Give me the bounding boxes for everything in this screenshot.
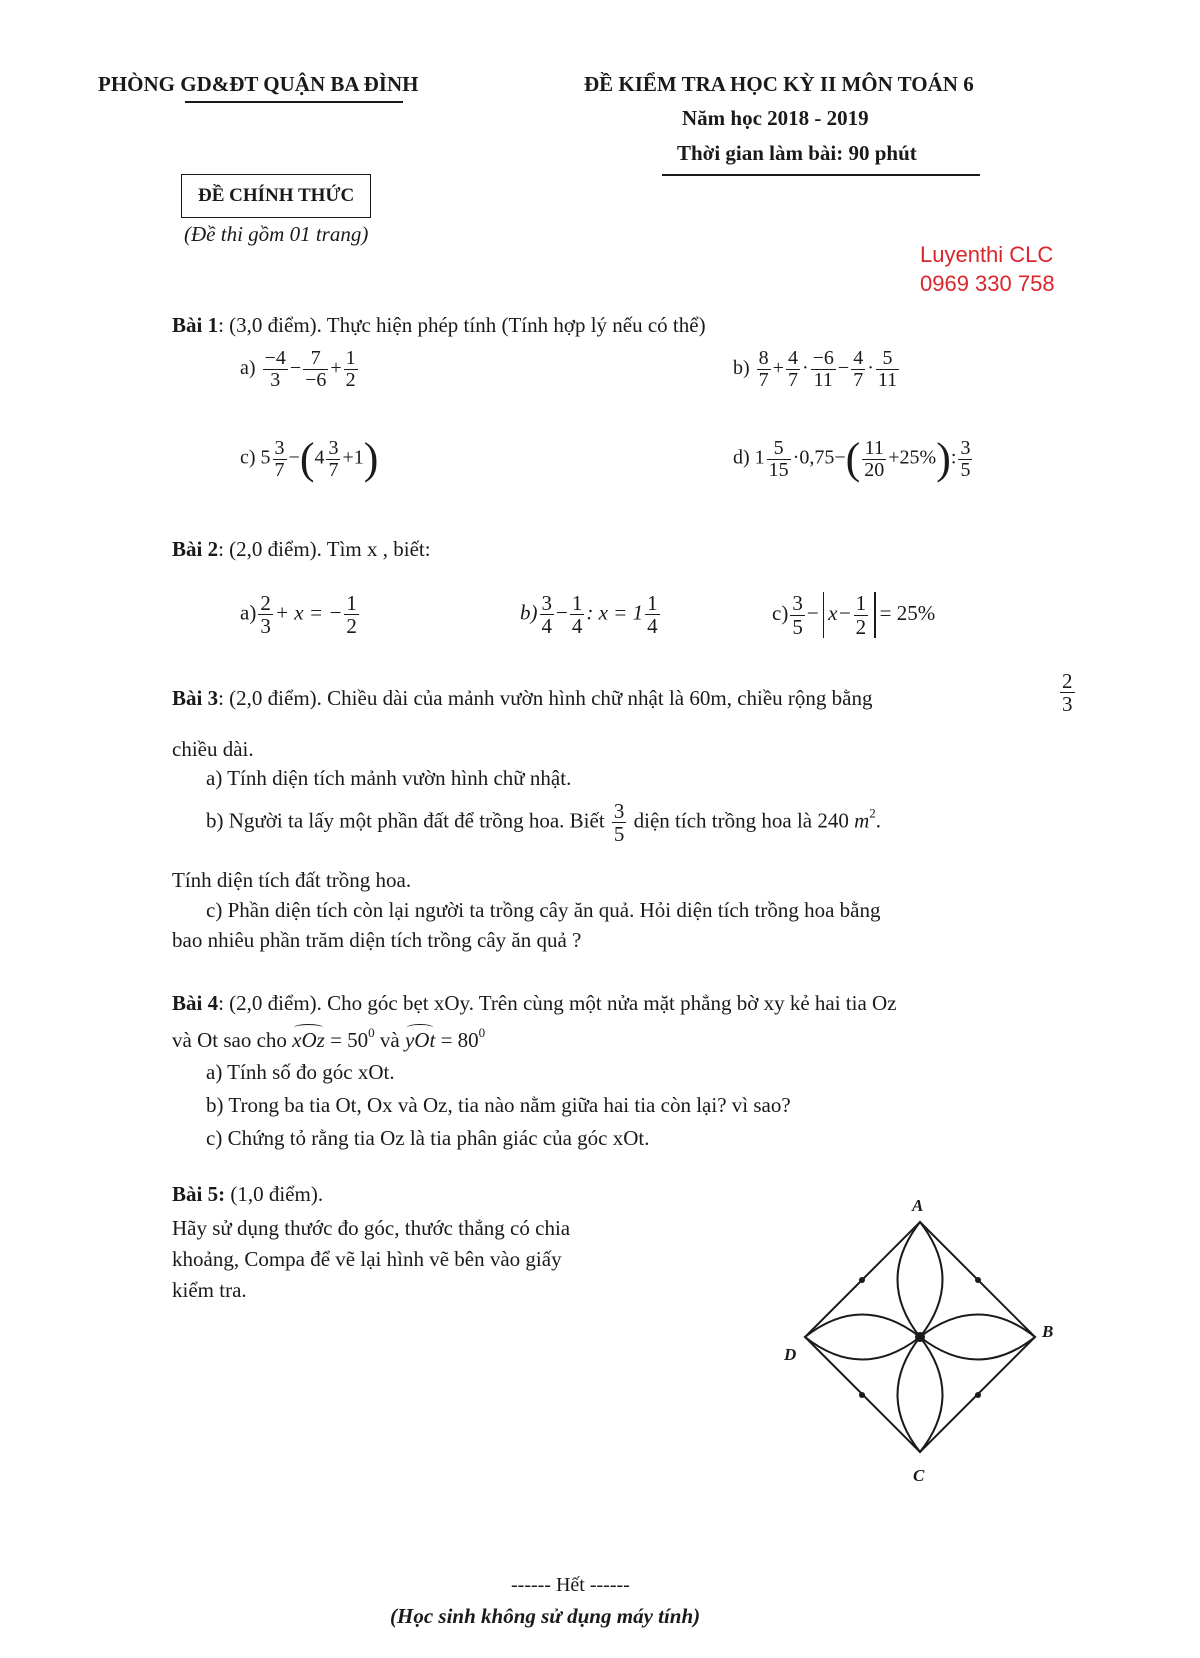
fraction: $\frac{2}{3}$ bbox=[260, 591, 271, 639]
fraction: $\frac{-6}{11}$ bbox=[812, 347, 834, 391]
operator: − bbox=[837, 357, 850, 380]
label: b) bbox=[733, 357, 750, 380]
equation-part: + x = − bbox=[274, 600, 343, 625]
fraction: $\frac{4}{7}$ bbox=[853, 347, 864, 391]
bai2-a bbox=[240, 592, 361, 637]
bai5-line: khoảng, Compa để vẽ lại hình vẽ bên vào giấy bbox=[172, 1247, 562, 1271]
bai3-heading bbox=[172, 686, 872, 711]
bai5-line: Hãy sử dụng thước đo góc, thước thẳng có chia bbox=[172, 1216, 571, 1240]
bai3-fraction bbox=[1058, 670, 1077, 715]
bai4-line2 bbox=[172, 1025, 485, 1053]
petal-right bbox=[920, 1315, 1035, 1360]
label-a: A bbox=[912, 1196, 924, 1215]
bai4-b: b) Trong ba tia Ot, Ox và Oz, tia nào nằm giữa hai tia còn lại? vì sao? bbox=[206, 1093, 791, 1117]
bai5-text bbox=[172, 1213, 570, 1306]
bai3-desc: : (2,0 điểm). Chiều dài của mảnh vườn hình chữ nhật là 60m, chiều rộng bằng bbox=[218, 686, 873, 710]
bai2-title: Bài 2 bbox=[172, 537, 219, 561]
fraction: $\frac{1}{4}$ bbox=[647, 591, 658, 639]
operator: − bbox=[288, 446, 300, 469]
fraction: $\frac{1}{2}$ bbox=[855, 591, 867, 639]
fraction: $\frac{1}{4}$ bbox=[571, 591, 583, 639]
label: b) bbox=[520, 600, 538, 625]
label-c: C bbox=[913, 1466, 925, 1485]
bai5-desc: (1,0 điểm). bbox=[225, 1182, 324, 1206]
fraction: $\frac{3}{7}$ bbox=[328, 436, 339, 481]
midpoint-bc bbox=[975, 1392, 981, 1398]
bai1-desc: : (3,0 điểm). Thực hiện phép tính (Tính hợp lý nếu có thể) bbox=[218, 313, 706, 337]
petal-left bbox=[805, 1315, 920, 1360]
fraction: $\frac{11}{20}$ bbox=[864, 436, 885, 481]
fraction: $\frac{3}{5}$ bbox=[960, 436, 971, 481]
text: diện tích trồng hoa là 240 bbox=[633, 808, 849, 833]
midpoint-ad bbox=[859, 1277, 865, 1283]
angle: xOz bbox=[292, 1028, 325, 1052]
bai1-b bbox=[733, 348, 901, 391]
duration-underline bbox=[662, 174, 980, 176]
bai1-c bbox=[240, 434, 379, 483]
degree: 0 bbox=[368, 1025, 375, 1040]
bai1-a bbox=[240, 348, 360, 391]
operator: ·0,75− bbox=[792, 446, 846, 469]
bai3-c1: c) Phần diện tích còn lại người ta trồng cây ăn quả. Hỏi diện tích trồng hoa bằng bbox=[206, 898, 881, 922]
label: a) bbox=[240, 357, 256, 380]
operator: − bbox=[289, 357, 302, 380]
fraction: $\frac{5}{15}$ bbox=[768, 436, 789, 481]
equation-part: = 25% bbox=[879, 600, 936, 625]
label: a) bbox=[240, 600, 257, 625]
fraction: $\frac{3}{5}$ bbox=[792, 591, 803, 639]
value: = 50 bbox=[330, 1028, 369, 1052]
abs-bar bbox=[874, 592, 876, 638]
bai2-desc: : (2,0 điểm). Tìm x , biết: bbox=[218, 537, 431, 561]
midpoint-ab bbox=[975, 1277, 981, 1283]
equation-part: x− bbox=[828, 600, 852, 625]
bai5-heading bbox=[172, 1182, 323, 1207]
operator: : bbox=[950, 446, 957, 469]
exam-title: ĐỀ KIỂM TRA HỌC KỲ II MÔN TOÁN 6 bbox=[584, 72, 974, 96]
operator: + bbox=[330, 357, 342, 380]
fraction: $\frac{4}{7}$ bbox=[787, 347, 798, 391]
bai3-title: Bài 3 bbox=[172, 686, 219, 710]
fraction: $\frac{5}{11}$ bbox=[877, 347, 898, 391]
bai3-b2: Tính diện tích đất trồng hoa. bbox=[172, 868, 412, 892]
bai4-heading bbox=[172, 991, 897, 1016]
label-b: B bbox=[1042, 1322, 1054, 1341]
operator: − bbox=[806, 600, 819, 625]
unit: m bbox=[854, 808, 870, 833]
whole: 4 bbox=[314, 446, 325, 469]
bai3-cont: chiều dài. bbox=[172, 737, 254, 761]
bai3-b bbox=[206, 800, 881, 845]
bai2-heading bbox=[172, 537, 431, 562]
bai4-c: c) Chứng tỏ rằng tia Oz là tia phân giác của góc xOt. bbox=[206, 1126, 650, 1150]
fraction: $\frac{-4}{3}$ bbox=[264, 347, 286, 391]
fraction: $\frac{7}{-6}$ bbox=[305, 347, 327, 391]
fraction: $\frac{8}{7}$ bbox=[758, 347, 769, 391]
fraction: $\frac{1}{2}$ bbox=[345, 347, 356, 391]
bai4-a: a) Tính số đo góc xOt. bbox=[206, 1060, 395, 1084]
bai4-title: Bài 4 bbox=[172, 991, 219, 1015]
fraction: $\frac{3}{5}$ bbox=[613, 799, 625, 847]
bai1-d bbox=[733, 434, 974, 483]
label: d) bbox=[733, 446, 750, 469]
watermark-name: Luyenthi CLC bbox=[920, 242, 1054, 267]
center-point bbox=[915, 1332, 925, 1342]
bai1-heading bbox=[172, 313, 706, 338]
bai5-title: Bài 5: bbox=[172, 1182, 226, 1206]
label-d: D bbox=[784, 1345, 797, 1364]
operator: + bbox=[772, 357, 784, 380]
text: và Ot sao cho bbox=[172, 1028, 287, 1052]
degree: 0 bbox=[478, 1025, 486, 1040]
fraction: $\frac{1}{2}$ bbox=[346, 591, 357, 639]
operator: · bbox=[801, 357, 809, 380]
abs-bar bbox=[823, 592, 825, 638]
bai5-line: kiểm tra. bbox=[172, 1278, 247, 1302]
official-badge: ĐỀ CHÍNH THỨC bbox=[181, 174, 371, 218]
bai3-c2: bao nhiêu phần trăm diện tích trồng cây ăn quả ? bbox=[172, 928, 582, 952]
exponent: 2 bbox=[869, 805, 876, 821]
right-paren: ) bbox=[363, 434, 379, 483]
text: b) Người ta lấy một phần đất để trồng hoa. Biết bbox=[206, 808, 605, 833]
text: . bbox=[875, 808, 882, 833]
bai1-title: Bài 1 bbox=[172, 313, 219, 337]
whole: 1 bbox=[754, 446, 765, 469]
right-paren: ) bbox=[936, 434, 951, 483]
equation-part: : x = 1 bbox=[586, 600, 644, 625]
watermark-phone: 0969 330 758 bbox=[920, 271, 1055, 296]
fraction: $\frac{3}{7}$ bbox=[274, 436, 285, 481]
label: c) bbox=[240, 446, 256, 469]
angle: yOt bbox=[404, 1028, 436, 1052]
page-count-note: (Đề thi gồm 01 trang) bbox=[184, 222, 369, 246]
school-year: Năm học 2018 - 2019 bbox=[682, 106, 869, 130]
value: = 80 bbox=[440, 1028, 479, 1052]
flower-figure bbox=[770, 1185, 1070, 1495]
petal-bottom bbox=[898, 1337, 943, 1452]
bai3-a: a) Tính diện tích mảnh vườn hình chữ nhật. bbox=[206, 766, 572, 790]
left-paren: ( bbox=[845, 434, 861, 483]
text: và bbox=[379, 1028, 400, 1052]
watermark bbox=[920, 240, 1055, 298]
operator: +1 bbox=[342, 446, 364, 469]
operator: − bbox=[556, 600, 568, 625]
department-underline bbox=[185, 101, 403, 103]
department-name: PHÒNG GD&ĐT QUẬN BA ĐÌNH bbox=[98, 72, 419, 96]
fraction: $\frac{3}{4}$ bbox=[541, 591, 552, 639]
label: c) bbox=[772, 600, 789, 625]
percent: +25% bbox=[888, 446, 937, 469]
whole: 5 bbox=[260, 446, 271, 469]
exam-duration: Thời gian làm bài: 90 phút bbox=[677, 141, 917, 165]
operator: · bbox=[867, 357, 874, 380]
end-marker: ------ Hết ------ bbox=[511, 1574, 630, 1596]
midpoint-dc bbox=[859, 1392, 865, 1398]
bai2-b bbox=[520, 592, 662, 637]
fraction: $\frac{2}{3}$ bbox=[1062, 669, 1073, 717]
bai2-c bbox=[772, 592, 935, 638]
left-paren: ( bbox=[299, 434, 315, 483]
bai4-desc: : (2,0 điểm). Cho góc bẹt xOy. Trên cùng một nửa mặt phẳng bờ xy kẻ hai tia Oz bbox=[218, 991, 897, 1015]
petal-top bbox=[898, 1222, 943, 1337]
calculator-note: (Học sinh không sử dụng máy tính) bbox=[390, 1604, 701, 1628]
